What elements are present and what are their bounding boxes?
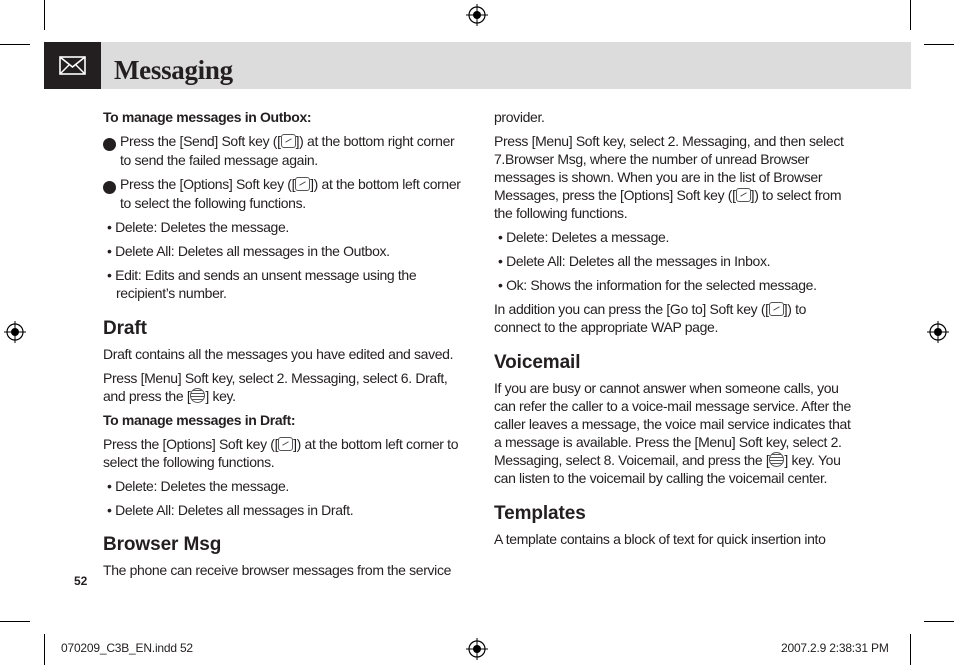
step-number: 1 <box>103 138 116 151</box>
paragraph-text: In addition you can press the [Go to] Soft key ([ <box>494 301 769 317</box>
goto-softkey-icon <box>769 302 784 316</box>
paragraph: The phone can receive browser messages from the service <box>103 562 452 578</box>
outbox-step-2 <box>98 175 463 212</box>
paragraph-text: If you are busy or cannot answer when someone calls, you can refer the caller to a voice-mail message service. After the caller leaves a message, the voice mail service indicates that a message is available. Press the [Menu] Soft key, select 2. Messaging, select 8. Voicemail, and press the [ <box>494 380 851 468</box>
paragraph: Draft contains all the messages you have edited and saved. <box>103 346 454 362</box>
list-item-text: Delete: Deletes the message. <box>115 478 289 494</box>
bullet: • <box>107 502 112 518</box>
paragraph-text: Press [Menu] Soft key, select 2. Messaging, select 6. Draft, and press the [ <box>103 370 448 404</box>
outbox-step-1 <box>98 132 463 169</box>
crop-mark <box>910 0 911 30</box>
header-icon-box <box>44 42 101 89</box>
list-item <box>103 218 463 236</box>
ok-key-icon <box>769 452 784 467</box>
paragraph-text: Press the [Options] Soft key ([ <box>103 436 279 452</box>
paragraph <box>103 369 463 405</box>
list-item-text: Delete All: Deletes all the messages in Inbox. <box>506 253 771 269</box>
ok-key-icon <box>190 388 205 403</box>
list-item <box>103 266 463 302</box>
bullet: • <box>107 267 112 283</box>
draft-subheading: To manage messages in Draft: <box>103 412 296 428</box>
section-heading-templates: Templates <box>494 503 586 524</box>
right-column <box>494 108 854 548</box>
step-text: Press the [Options] Soft key ([ <box>120 176 296 192</box>
page-title: Messaging <box>114 55 233 85</box>
list-item <box>494 252 854 270</box>
list-item-text: Delete: Deletes a message. <box>506 229 669 245</box>
bullet: • <box>107 243 112 259</box>
paragraph <box>494 132 854 222</box>
list-item-text: Ok: Shows the information for the selected message. <box>506 277 817 293</box>
footer-timestamp: 2007.2.9 2:38:31 PM <box>781 641 889 655</box>
paragraph-text: Press [Menu] Soft key, select 2. Messaging, and then select 7.Browser Msg, where the number of unread Browser messages is shown. When you are in the list of Browser Messages, press the [Options] Soft key ([ <box>494 133 844 203</box>
registration-mark-icon <box>927 321 949 343</box>
bullet: • <box>498 229 503 245</box>
paragraph: A template contains a block of text for quick insertion into <box>494 531 826 547</box>
list-item-text: Delete All: Deletes all messages in the Outbox. <box>115 243 390 259</box>
crop-mark <box>924 44 954 45</box>
options-softkey-icon <box>736 188 751 202</box>
step-text: Press the [Send] Soft key ([ <box>120 133 281 149</box>
options-softkey-icon <box>295 177 310 191</box>
crop-mark <box>44 634 45 665</box>
list-item <box>494 276 854 294</box>
envelope-icon <box>44 42 101 89</box>
paragraph <box>494 379 854 487</box>
section-heading-browser-msg: Browser Msg <box>103 534 222 555</box>
step-text: ]) at the bottom right corner to send the failed message again. <box>120 133 455 168</box>
crop-mark <box>0 44 30 45</box>
options-softkey-icon <box>278 437 293 451</box>
send-softkey-icon <box>281 134 296 148</box>
paragraph-text: ] key. You can listen to the voicemail by calling the voicemail center. <box>494 452 841 486</box>
paragraph: provider. <box>494 109 545 125</box>
bullet: • <box>107 219 112 235</box>
registration-mark-icon <box>466 4 488 26</box>
list-item <box>103 477 463 495</box>
list-item-text: Edit: Edits and sends an unsent message using the recipient’s number. <box>115 267 417 301</box>
crop-mark <box>924 621 954 622</box>
paragraph-text: ] key. <box>205 388 236 404</box>
paragraph <box>494 300 854 336</box>
section-heading-voicemail: Voicemail <box>494 352 581 373</box>
left-column <box>98 108 463 579</box>
step-number: 2 <box>103 181 116 194</box>
registration-mark-icon <box>466 638 488 660</box>
bullet: • <box>498 253 503 269</box>
page-number: 52 <box>74 574 88 588</box>
paragraph-text: ]) at the bottom left corner to select the following functions. <box>103 436 459 470</box>
crop-mark <box>0 621 30 622</box>
step-text: ]) at the bottom left corner to select the following functions. <box>120 176 461 211</box>
section-heading-draft: Draft <box>103 318 147 339</box>
crop-mark <box>44 0 45 30</box>
registration-mark-icon <box>4 321 26 343</box>
list-item <box>103 242 463 260</box>
bullet: • <box>107 478 112 494</box>
outbox-subheading: To manage messages in Outbox: <box>103 109 312 125</box>
bullet: • <box>498 277 503 293</box>
list-item-text: Delete: Deletes the message. <box>115 219 289 235</box>
paragraph <box>103 435 463 471</box>
list-item <box>103 501 463 519</box>
footer-filename: 070209_C3B_EN.indd 52 <box>61 641 193 655</box>
paragraph-text: ]) to select from the following functions. <box>494 187 842 221</box>
crop-mark <box>910 634 911 665</box>
list-item-text: Delete All: Deletes all messages in Draft. <box>115 502 354 518</box>
list-item <box>494 228 854 246</box>
paragraph-text: ]) to connect to the appropriate WAP page. <box>494 301 807 335</box>
